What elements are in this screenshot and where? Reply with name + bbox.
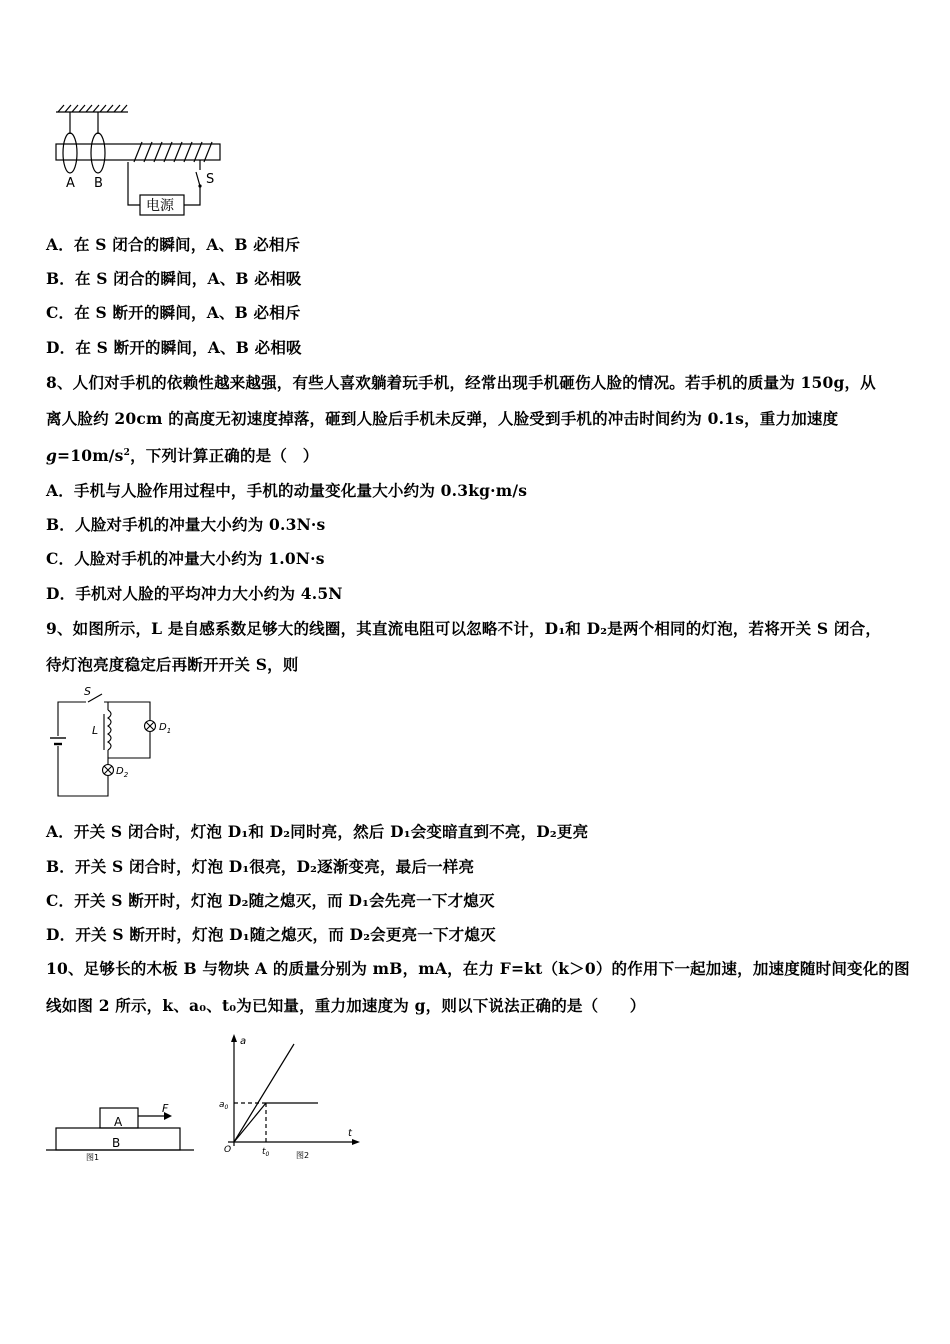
label-a: A [114, 1115, 123, 1129]
graph-line-flat [234, 1103, 266, 1142]
q7-option-d: D．在 S 断开的瞬间，A、B 必相吸 [46, 338, 302, 357]
label-b: B [94, 176, 103, 191]
label-s: S [84, 685, 91, 698]
q8-option-c: C．人脸对手机的冲量大小约为 1.0N·s [46, 549, 325, 568]
q9-stem-line2: 待灯泡亮度稳定后再断开开关 S，则 [46, 655, 299, 674]
q7-figure [46, 100, 236, 222]
label-s: S [206, 172, 215, 187]
label-o: O [224, 1145, 232, 1155]
q8-stem-line2: 离人脸约 20cm 的高度无初速度掉落，砸到人脸后手机未反弹，人脸受到手机的冲击时间约为 0.1s，重力加速度 [46, 409, 839, 428]
label-a0: $a_0$ [219, 1100, 229, 1111]
q8-option-a: A．手机与人脸作用过程中，手机的动量变化量大小约为 0.3kg·m/s [46, 481, 528, 500]
q10-stem-line2: 线如图 2 所示，k、a₀、t₀为已知量，重力加速度为 g，则以下说法正确的是（ ） [46, 996, 646, 1015]
q8-stem-line3: $g=10m/s^2$，下列计算正确的是（ ） [46, 446, 319, 465]
ring-b [91, 133, 105, 173]
q9-option-b: B．开关 S 闭合时，灯泡 D₁很亮，D₂逐渐变亮，最后一样亮 [46, 857, 475, 876]
q7-option-b: B．在 S 闭合的瞬间，A、B 必相吸 [46, 269, 302, 288]
q9-option-a: A．开关 S 闭合时，灯泡 D₁和 D₂同时亮，然后 D₁会变暗直到不亮，D₂更亮 [46, 822, 589, 841]
q8-option-b: B．人脸对手机的冲量大小约为 0.3N·s [46, 515, 326, 534]
q9-stem-line1: 9、如图所示，L 是自感系数足够大的线圈，其直流电阻可以忽略不计，D₁和 D₂是两个相同的灯泡，若将开关 S 闭合， [46, 619, 882, 638]
fig2-caption: 图2 [296, 1151, 310, 1160]
q9-option-c: C．开关 S 断开时，灯泡 D₂随之熄灭，而 D₁会先亮一下才熄灭 [46, 891, 495, 910]
q9-option-d: D．开关 S 断开时，灯泡 D₁随之熄灭，而 D₂会更亮一下才熄灭 [46, 925, 496, 944]
inductor-coil [108, 710, 111, 750]
label-d1: $D_1$ [159, 722, 172, 735]
label-t0: $t_0$ [262, 1147, 270, 1158]
coil [134, 142, 212, 162]
power-label: 电源 [146, 198, 174, 214]
label-f: F [162, 1102, 169, 1115]
ring-a [63, 133, 77, 173]
label-d2: $D_2$ [116, 766, 129, 779]
q9-circuit [40, 684, 180, 808]
label-a: A [66, 176, 75, 191]
q7-option-a: A．在 S 闭合的瞬间，A、B 必相斥 [46, 235, 301, 254]
q10-figure-2 [216, 1030, 366, 1166]
graph-line-steep [234, 1044, 294, 1142]
label-t: t [348, 1128, 352, 1139]
switch-s [196, 172, 200, 186]
ceiling-hatch [56, 105, 128, 112]
battery [50, 738, 66, 744]
q8-stem-line1: 8、人们对手机的依赖性越来越强，有些人喜欢躺着玩手机，经常出现手机砸伤人脸的情况。若手机的质量为 150g，从 [46, 373, 876, 392]
q7-option-c: C．在 S 断开的瞬间，A、B 必相斥 [46, 303, 301, 322]
q8-option-d: D．手机对人脸的平均冲力大小约为 4.5N [46, 584, 343, 603]
label-b: B [112, 1136, 121, 1150]
q10-figure-1 [44, 1090, 198, 1164]
label-l: L [92, 724, 99, 737]
label-a: a [240, 1036, 247, 1047]
fig1-caption: 图1 [86, 1153, 100, 1162]
q10-stem-line1: 10、足够长的木板 B 与物块 A 的质量分别为 mB，mA，在力 F=kt（k＞0）的作用下一起加速，加速度随时间变化的图 [46, 959, 910, 978]
